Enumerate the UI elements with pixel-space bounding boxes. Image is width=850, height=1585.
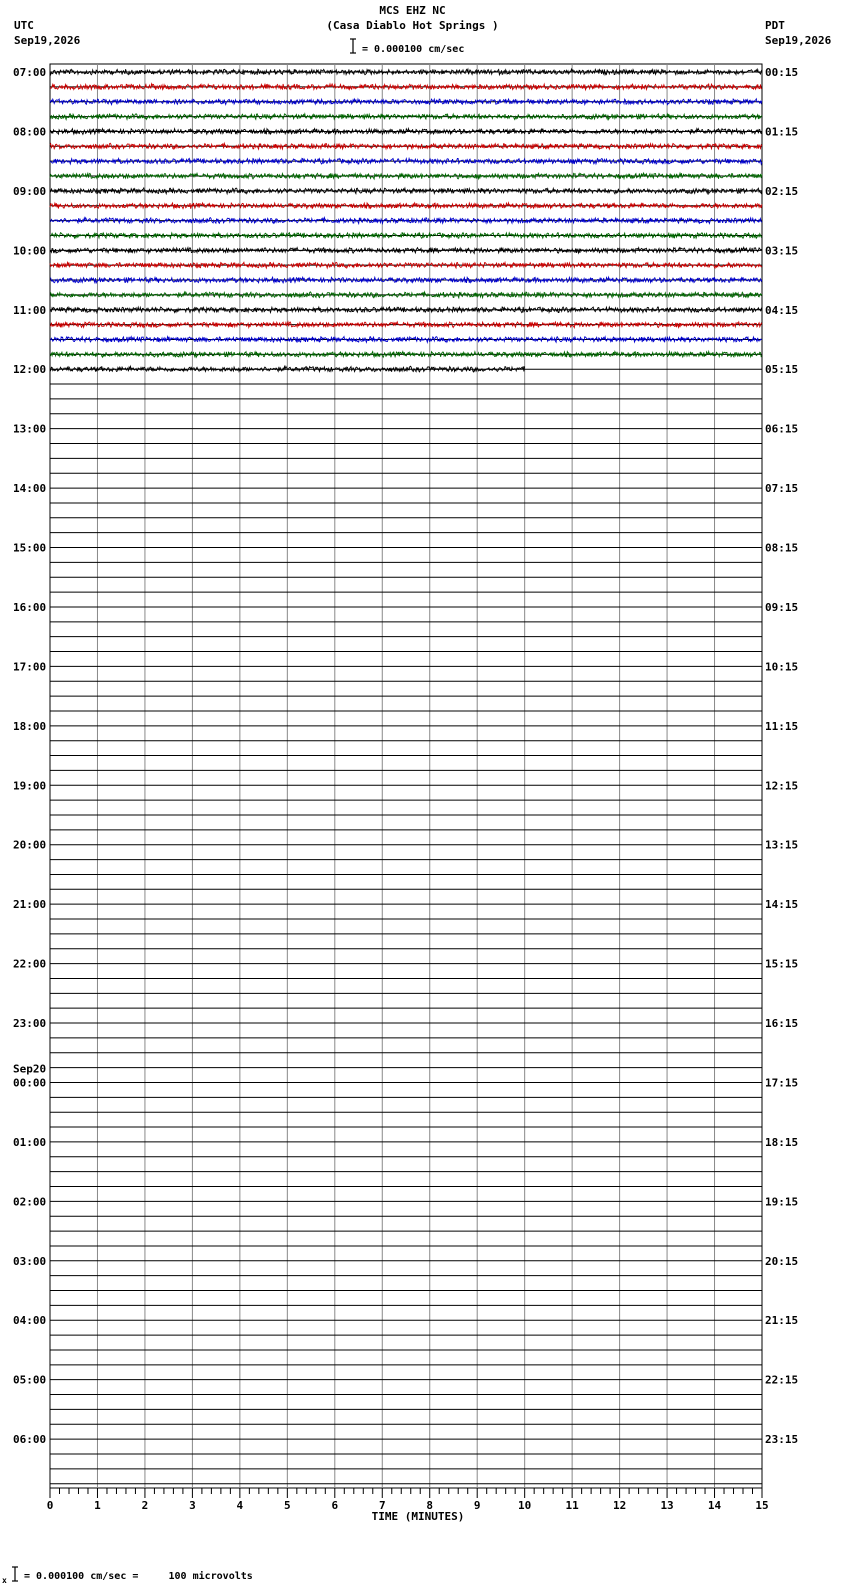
- left-hour-label: 17:00: [13, 660, 47, 674]
- right-hour-label: 06:15: [765, 422, 799, 436]
- left-hour-label: 02:00: [13, 1195, 47, 1209]
- left-hour-label: 01:00: [13, 1135, 47, 1149]
- right-hour-label: 00:15: [765, 66, 799, 79]
- seismic-trace: [50, 69, 762, 75]
- left-hour-label: 08:00: [13, 125, 47, 139]
- left-hour-label: 22:00: [13, 957, 47, 971]
- x-tick-label: 6: [331, 1499, 339, 1512]
- left-date-label: Sep20: [13, 1062, 47, 1076]
- right-hour-label: 10:15: [765, 660, 799, 674]
- left-hour-label: 05:00: [13, 1373, 47, 1387]
- right-hour-label: 03:15: [765, 244, 799, 258]
- left-hour-label: 19:00: [13, 779, 47, 793]
- left-hour-label: 21:00: [13, 898, 47, 912]
- footer-scale-text: = 0.000100 cm/sec = 100 microvolts: [24, 1571, 253, 1582]
- x-tick-label: 4: [236, 1499, 244, 1512]
- seismic-trace: [50, 129, 762, 135]
- left-hour-label: 03:00: [13, 1254, 47, 1268]
- left-hour-label: 13:00: [13, 422, 47, 436]
- left-timezone: UTC: [14, 19, 34, 32]
- x-axis-label: TIME (MINUTES): [371, 1510, 465, 1523]
- right-hour-label: 09:15: [765, 600, 799, 614]
- right-hour-label: 01:15: [765, 125, 799, 139]
- right-date: Sep19,2026: [765, 34, 832, 47]
- right-hour-label: 04:15: [765, 303, 799, 317]
- right-hour-label: 14:15: [765, 898, 799, 912]
- left-hour-label: 14:00: [13, 482, 47, 496]
- left-hour-label: 06:00: [13, 1433, 47, 1447]
- right-hour-label: 08:15: [765, 541, 799, 555]
- right-hour-label: 07:15: [765, 482, 799, 496]
- right-hour-label: 11:15: [765, 719, 799, 733]
- left-hour-label: 11:00: [13, 303, 47, 317]
- x-tick-label: 3: [189, 1499, 196, 1512]
- seismic-trace: [50, 114, 762, 120]
- left-hour-label: 00:00: [13, 1076, 47, 1090]
- left-hour-label: 07:00: [13, 66, 47, 79]
- x-tick-label: 2: [141, 1499, 149, 1512]
- left-hour-label: 10:00: [13, 244, 47, 258]
- station-title: MCS EHZ NC: [379, 4, 446, 17]
- left-hour-label: 20:00: [13, 838, 47, 852]
- x-tick-label: 12: [612, 1499, 627, 1512]
- x-tick-label: 8: [426, 1499, 434, 1512]
- x-tick-label: 1: [94, 1499, 101, 1512]
- left-date: Sep19,2026: [14, 34, 81, 47]
- right-hour-label: 22:15: [765, 1373, 799, 1387]
- station-location: (Casa Diablo Hot Springs ): [326, 19, 499, 32]
- right-hour-label: 05:15: [765, 363, 799, 377]
- x-tick-label: 9: [473, 1499, 481, 1512]
- right-hour-label: 12:15: [765, 779, 799, 793]
- left-hour-label: 12:00: [13, 363, 47, 377]
- right-hour-label: 23:15: [765, 1433, 799, 1447]
- x-tick-label: 7: [378, 1499, 386, 1512]
- right-hour-label: 15:15: [765, 957, 799, 971]
- left-hour-label: 09:00: [13, 184, 47, 198]
- left-hour-label: 16:00: [13, 600, 47, 614]
- x-tick-label: 15: [755, 1499, 769, 1512]
- left-hour-label: 15:00: [13, 541, 47, 555]
- right-hour-label: 02:15: [765, 184, 799, 198]
- x-tick-label: 10: [518, 1499, 532, 1512]
- x-tick-label: 5: [284, 1499, 291, 1512]
- right-hour-label: 17:15: [765, 1076, 799, 1090]
- left-hour-label: 04:00: [13, 1314, 47, 1328]
- x-tick-label: 0: [46, 1499, 54, 1512]
- right-hour-label: 19:15: [765, 1195, 799, 1209]
- right-hour-label: 20:15: [765, 1254, 799, 1268]
- right-hour-label: 13:15: [765, 838, 799, 852]
- right-timezone: PDT: [765, 19, 785, 32]
- right-hour-label: 18:15: [765, 1135, 799, 1149]
- footer-scale-bar-icon: [10, 1566, 20, 1584]
- footer-marker: x: [2, 1576, 7, 1585]
- x-tick-label: 13: [660, 1499, 674, 1512]
- right-hour-label: 16:15: [765, 1017, 799, 1031]
- left-hour-label: 18:00: [13, 719, 47, 733]
- x-tick-label: 11: [565, 1499, 579, 1512]
- right-hour-label: 21:15: [765, 1314, 799, 1328]
- x-tick-label: 14: [707, 1499, 722, 1512]
- left-hour-label: 23:00: [13, 1017, 47, 1031]
- scale-text: = 0.000100 cm/sec: [362, 44, 465, 55]
